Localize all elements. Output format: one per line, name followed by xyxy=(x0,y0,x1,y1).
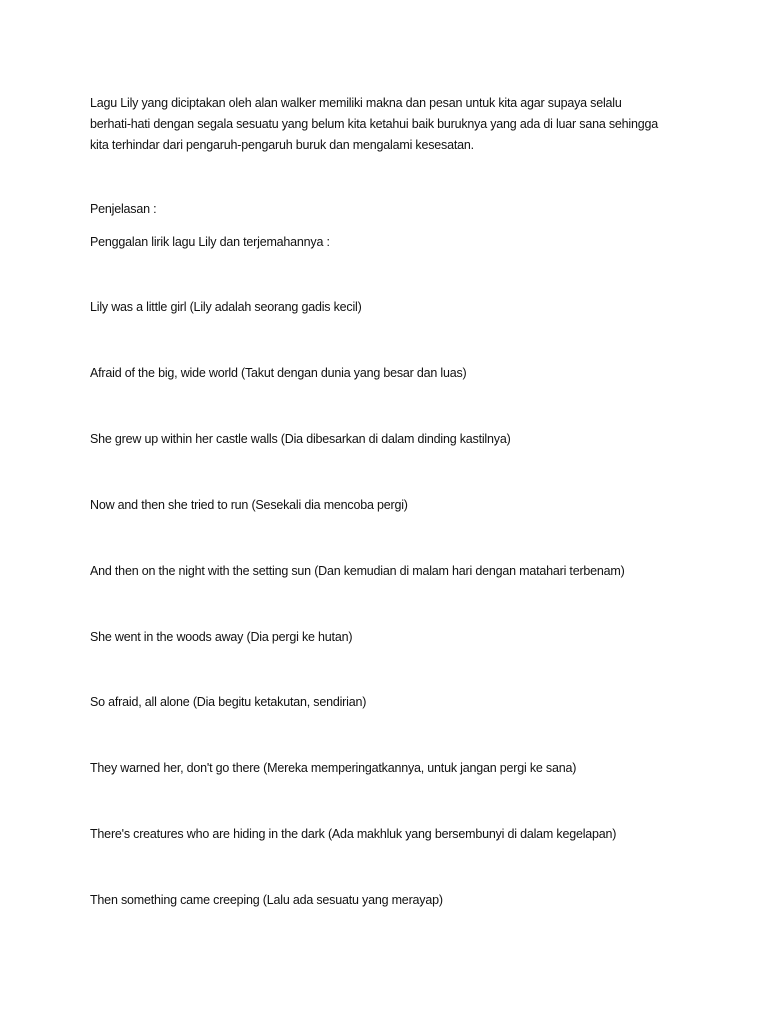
intro-line: Lagu Lily yang diciptakan oleh alan walker memiliki makna dan pesan untuk kita agar supaya selalu xyxy=(90,96,622,110)
intro-paragraph xyxy=(90,93,690,156)
lyric-line: There's creatures who are hiding in the dark (Ada makhluk yang bersembunyi di dalam kegelapan) xyxy=(90,827,617,841)
lyric-line: Now and then she tried to run (Sesekali dia mencoba pergi) xyxy=(90,498,408,512)
lyric-line: And then on the night with the setting sun (Dan kemudian di malam hari dengan matahari terbenam) xyxy=(90,564,625,578)
section-heading: Penjelasan : xyxy=(90,202,157,216)
intro-line: berhati-hati dengan segala sesuatu yang belum kita ketahui baik buruknya yang ada di luar sana sehingga xyxy=(90,117,658,131)
lyric-line: Lily was a little girl (Lily adalah seorang gadis kecil) xyxy=(90,300,362,314)
section-subheading: Penggalan lirik lagu Lily dan terjemahannya : xyxy=(90,235,330,249)
lyric-line: So afraid, all alone (Dia begitu ketakutan, sendirian) xyxy=(90,695,367,709)
intro-line: kita terhindar dari pengaruh-pengaruh buruk dan mengalami kesesatan. xyxy=(90,138,474,152)
lyric-line: Afraid of the big, wide world (Takut dengan dunia yang besar dan luas) xyxy=(90,366,467,380)
lyric-line: She grew up within her castle walls (Dia dibesarkan di dalam dinding kastilnya) xyxy=(90,432,511,446)
lyric-line: Then something came creeping (Lalu ada sesuatu yang merayap) xyxy=(90,893,443,907)
lyric-line: They warned her, don't go there (Mereka memperingatkannya, untuk jangan pergi ke sana) xyxy=(90,761,577,775)
lyric-line: She went in the woods away (Dia pergi ke hutan) xyxy=(90,630,353,644)
